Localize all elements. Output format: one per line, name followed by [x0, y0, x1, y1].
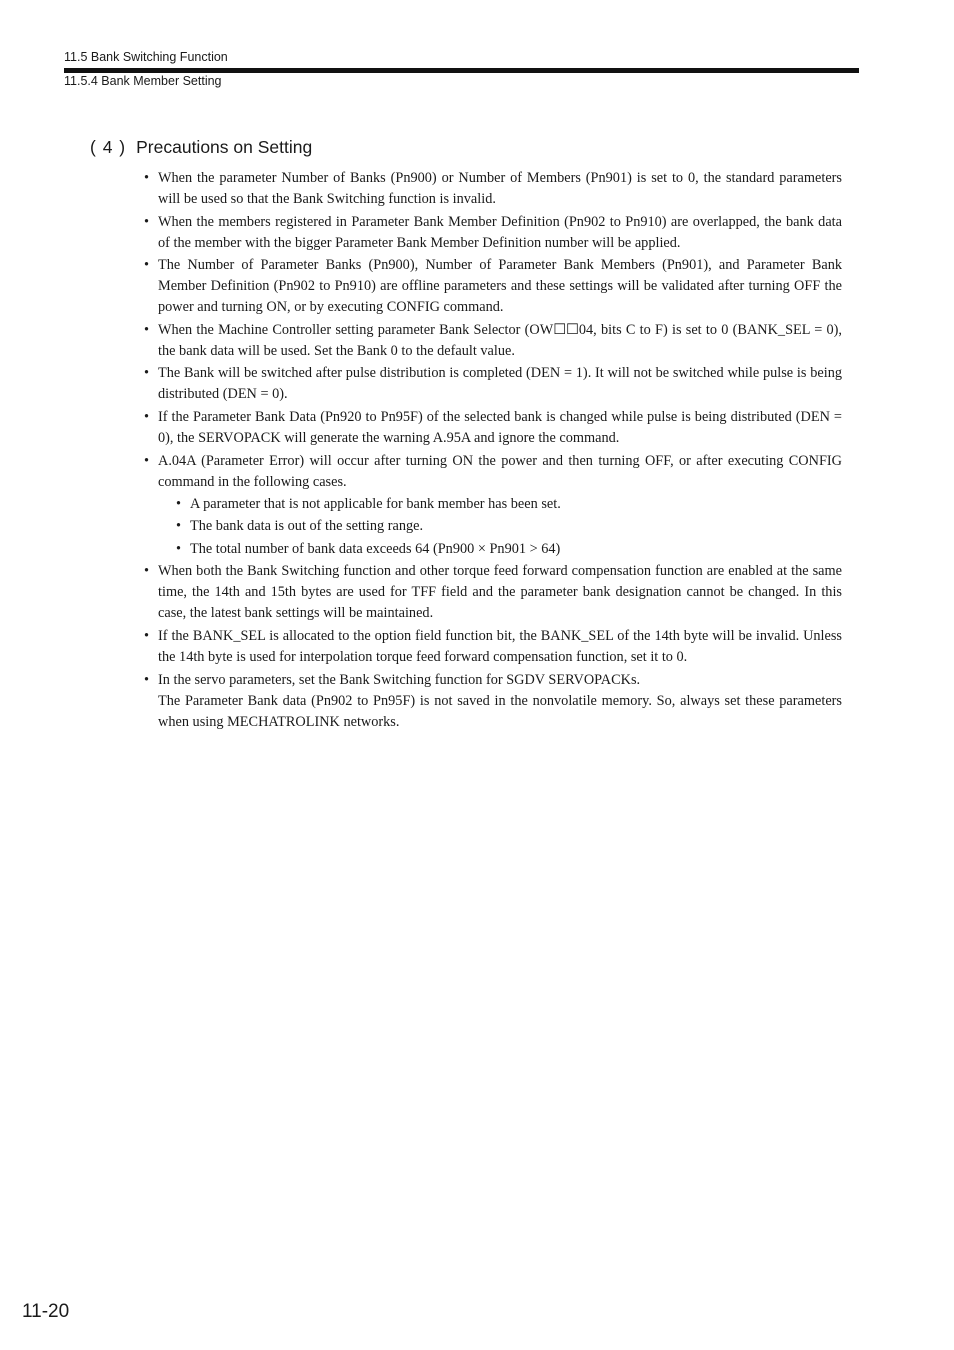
sub-list-item — [158, 516, 842, 537]
bullet-marker: • — [144, 365, 150, 382]
bullet-marker: • — [144, 321, 150, 338]
heading-number: ( 4 ) — [90, 137, 127, 157]
bullet-marker: • — [144, 563, 150, 580]
section-heading — [90, 136, 312, 158]
list-item — [142, 561, 842, 624]
precautions-list — [142, 168, 842, 734]
header-rule — [64, 68, 859, 73]
bullet-marker: • — [144, 452, 150, 469]
list-item-text: When the parameter Number of Banks (Pn900) or Number of Members (Pn901) is set to 0, the standard parameters will be used so that the Bank Switching function is invalid. — [158, 170, 842, 207]
sub-list-item-text: The total number of bank data exceeds 64 (Pn900 × Pn901 > 64) — [190, 540, 561, 557]
list-item-continuation: The Parameter Bank data (Pn902 to Pn95F) is not saved in the nonvolatile memory. So, always set these parameters when using MECHATROLINK networks. — [158, 692, 842, 730]
sub-bullet-marker: • — [176, 518, 182, 535]
list-item-text: When the Machine Controller setting parameter Bank Selector (OW☐☐04, bits C to F) is set to 0 (BANK_SEL = 0), the bank data will be used. Set the Bank 0 to the default value. — [158, 321, 842, 359]
list-item-text: If the BANK_SEL is allocated to the option field function bit, the BANK_SEL of the 14th byte will be invalid. Unless the 14th byte is used for interpolation torque feed forward compensation function, set it to 0. — [158, 627, 842, 665]
list-item-text: A.04A (Parameter Error) will occur after turning ON the power and then turning OFF, or after executing CONFIG command in the following cases. — [158, 452, 842, 490]
list-item-text: When the members registered in Parameter Bank Member Definition (Pn902 to Pn910) are overlapped, the bank data of the member with the bigger Parameter Bank Member Definition number will be applied. — [158, 213, 842, 251]
error-cases-sublist — [158, 494, 842, 560]
list-item-text: The Bank will be switched after pulse distribution is completed (DEN = 1). It will not be switched while pulse is being distributed (DEN = 0). — [158, 365, 842, 403]
heading-title: Precautions on Setting — [136, 137, 313, 157]
list-item — [142, 320, 842, 362]
list-item-text: In the servo parameters, set the Bank Switching function for SGDV SERVOPACKs. — [158, 671, 641, 688]
running-header — [64, 50, 859, 89]
sub-list-item — [158, 494, 842, 515]
list-item — [142, 407, 842, 449]
bullet-marker: • — [144, 170, 150, 186]
sub-bullet-marker: • — [176, 495, 182, 512]
list-item — [142, 255, 842, 318]
bullet-marker: • — [144, 627, 150, 644]
list-item — [142, 626, 842, 668]
bullet-marker: • — [144, 213, 150, 230]
list-item-text: If the Parameter Bank Data (Pn920 to Pn95F) of the selected bank is changed while pulse is being distributed (DEN = 0), the SERVOPACK will generate the warning A.95A and ignore the command. — [158, 408, 842, 446]
list-item — [142, 451, 842, 560]
sub-list-item-text: A parameter that is not applicable for bank member has been set. — [190, 495, 561, 512]
list-item — [142, 168, 842, 210]
header-subsection-title: 11.5.4 Bank Member Setting — [64, 74, 222, 88]
list-item — [142, 363, 842, 405]
bullet-marker: • — [144, 408, 150, 425]
sub-bullet-marker: • — [176, 540, 182, 557]
bullet-marker: • — [144, 671, 150, 688]
bullet-marker: • — [144, 257, 150, 274]
list-item — [142, 212, 842, 254]
page-number: 11-20 — [22, 1301, 70, 1322]
sub-list-item — [158, 539, 842, 560]
list-item — [142, 670, 842, 733]
sub-list-item-text: The bank data is out of the setting range. — [190, 518, 424, 535]
list-item-text: The Number of Parameter Banks (Pn900), Number of Parameter Bank Members (Pn901), and Parameter Bank Member Definition (Pn902 to Pn910) are offline parameters and these settings will be validated after turning OFF the power and turning ON, or by executing CONFIG command. — [158, 257, 842, 316]
list-item-text: When both the Bank Switching function and other torque feed forward compensation function are enabled at the same time, the 14th and 15th bytes are used for TFF field and the parameter bank designation cannot be changed. In this case, the latest bank settings will be maintained. — [158, 563, 842, 622]
header-section-title: 11.5 Bank Switching Function — [64, 50, 228, 64]
